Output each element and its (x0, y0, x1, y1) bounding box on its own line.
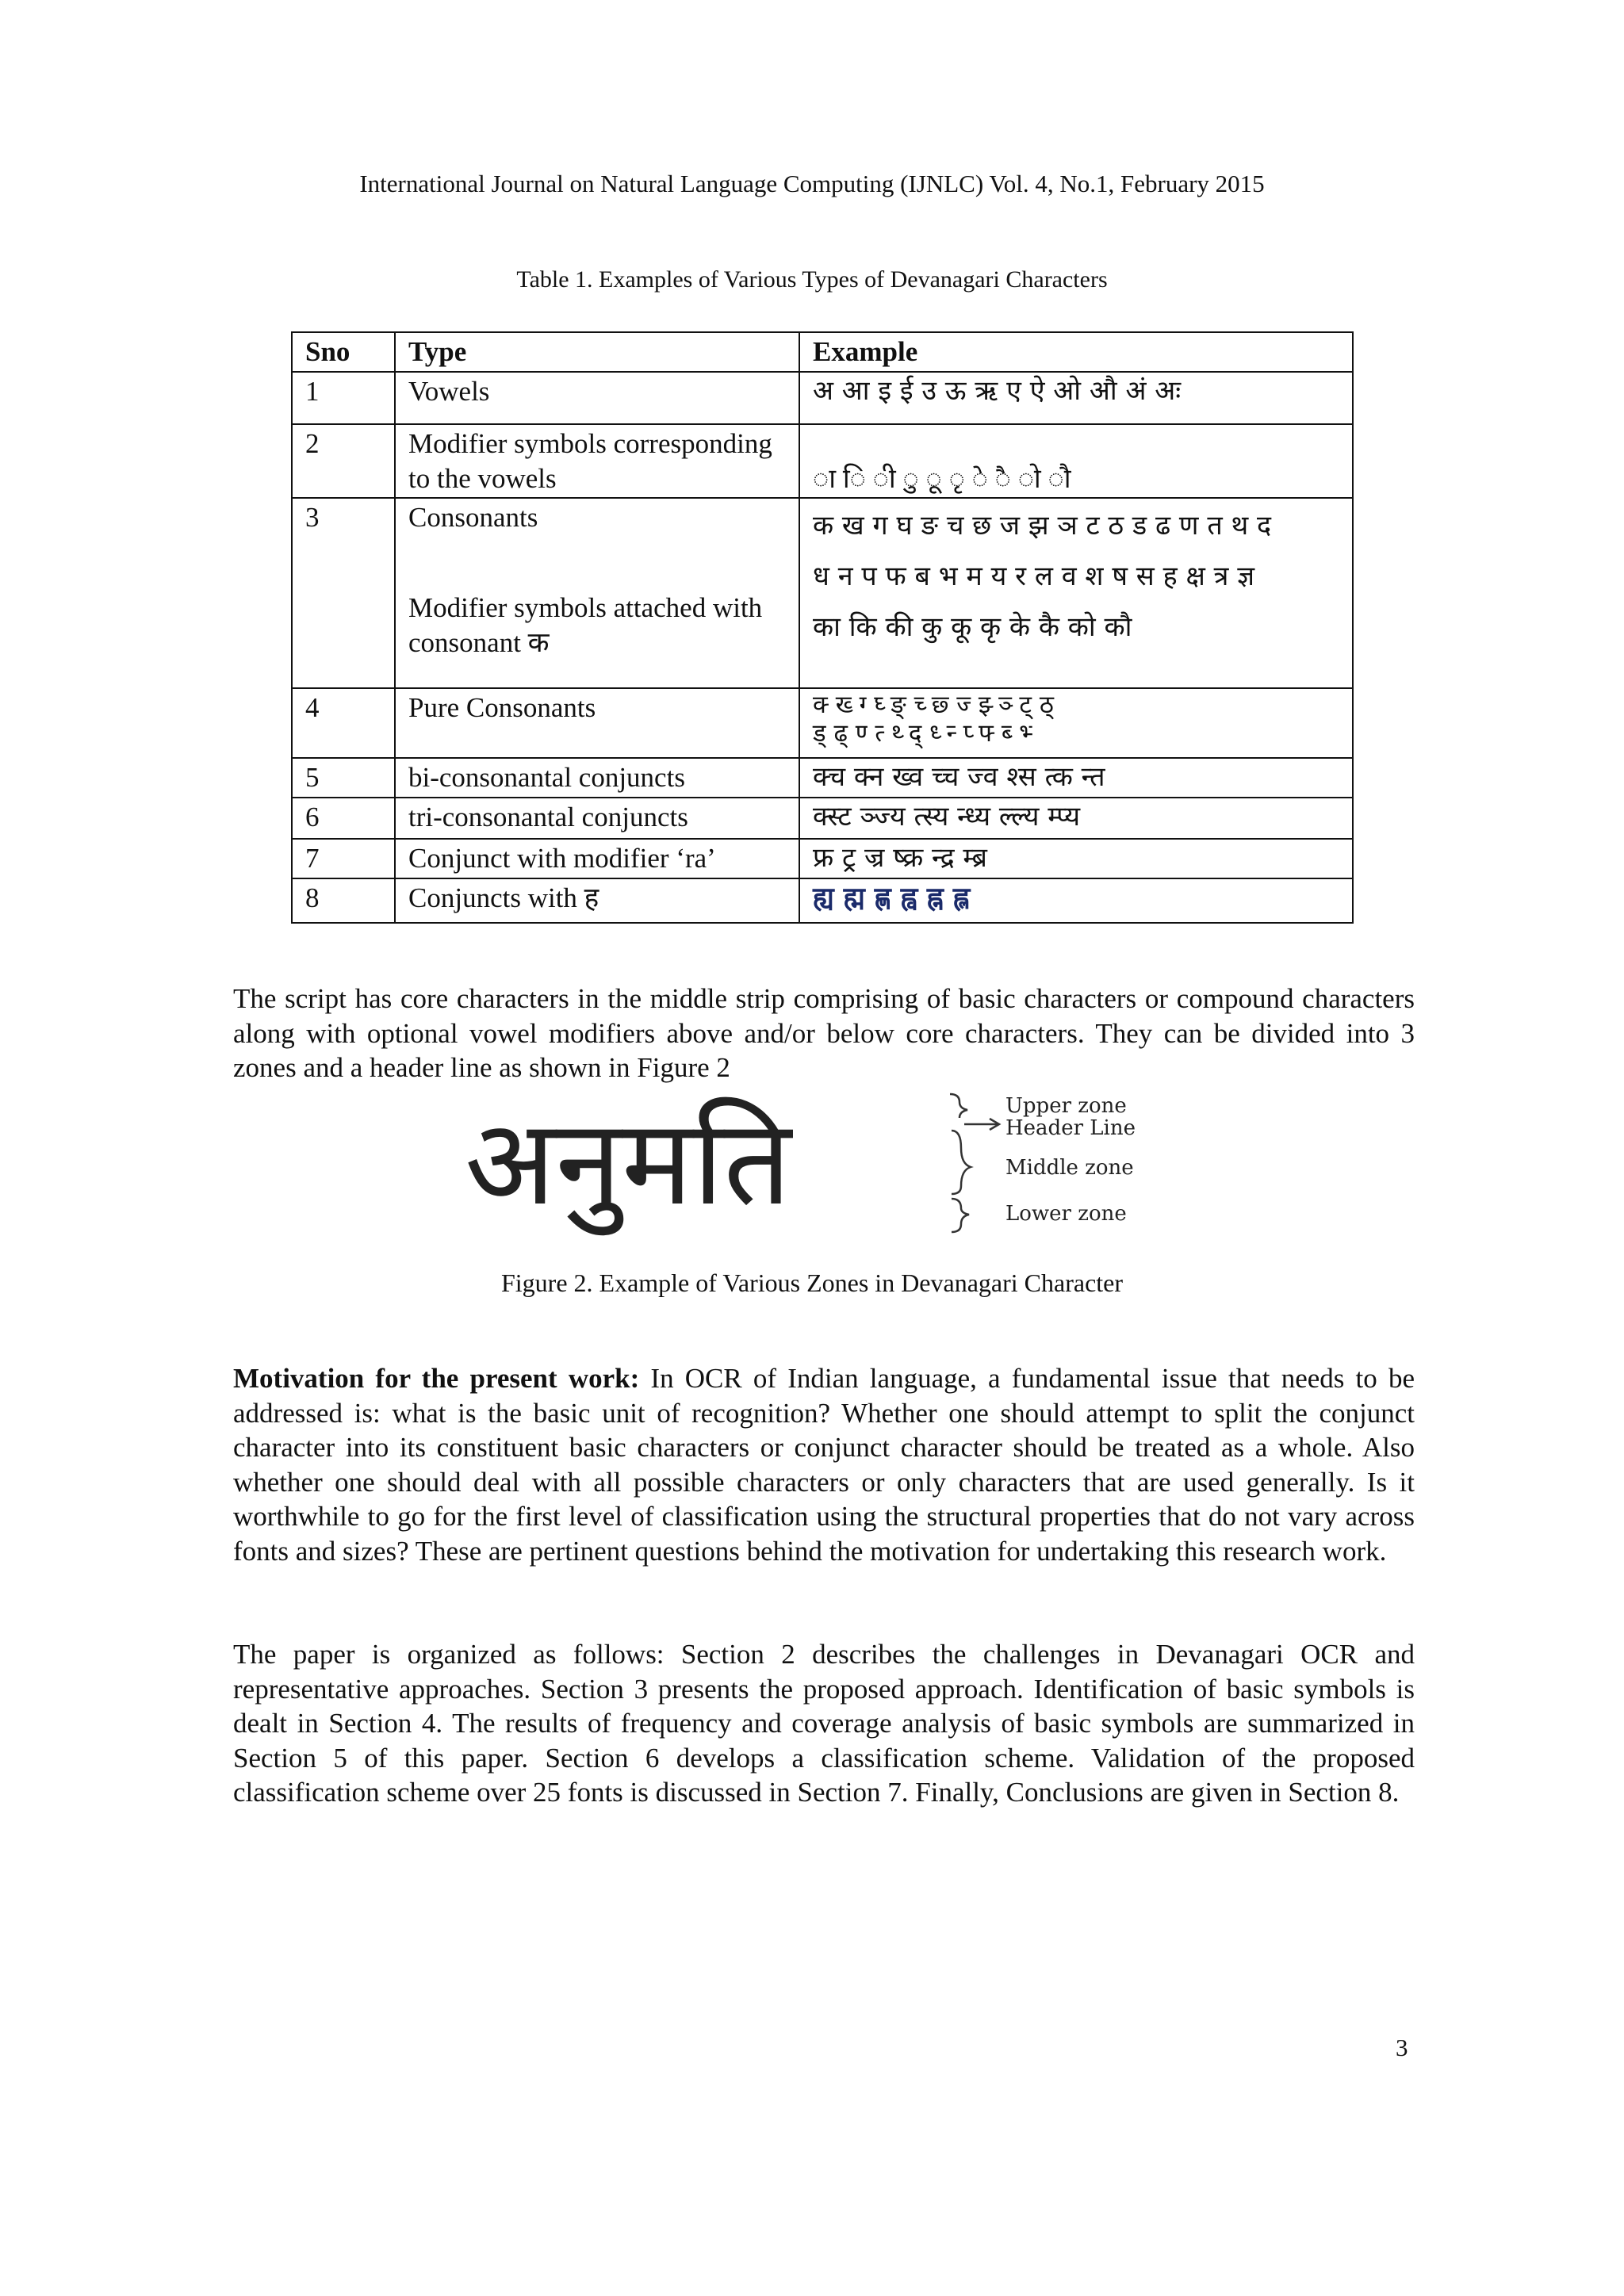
pure-consonants-line-2: ड्‍ ढ्‍ ण्‍ त्‍ थ्‍ द्‍ ध्‍ न्‍ प्‍ फ्‍ ब्‍ भ्‍ (813, 719, 1030, 748)
devanagari-character-table (291, 331, 1354, 924)
row-example: अ आ इ ई उ ऊ ऋ ए ऐ ओ औ अं अः (799, 372, 1353, 424)
row-example (799, 498, 1353, 688)
row-type: tri-consonantal conjuncts (395, 798, 799, 839)
row-example: ह्य ह्म ह्ण ह्व ह्न ह्ल (799, 878, 1353, 923)
row-example: क्च क्न ख्व च्च ज्व श्स त्क न्त (799, 758, 1353, 798)
row-sno: 7 (292, 839, 395, 878)
table-row (292, 424, 1353, 499)
row-type: bi-consonantal conjuncts (395, 758, 799, 798)
row-type-extra: Modifier symbols attached with consonant क (408, 592, 763, 658)
column-header-example: Example (799, 332, 1353, 372)
table-row (292, 839, 1353, 878)
row-sno: 2 (292, 424, 395, 499)
row-type: Vowels (395, 372, 799, 424)
devanagari-word-anumati: अनुमति (465, 1094, 791, 1232)
consonant-modifiers-line: का कि की कु कू कृ के कै को कौ (813, 611, 1132, 644)
motivation-heading: Motivation for the present work: (233, 1363, 640, 1394)
running-header: International Journal on Natural Language Computing (IJNLC) Vol. 4, No.1, February 2015 (359, 170, 1265, 197)
figure-devanagari-zones (465, 1093, 1178, 1234)
row-example: ा ि ी ु ू ृ े ै ो ौ (799, 424, 1353, 499)
figure-caption: Figure 2. Example of Various Zones in Devanagari Character (500, 1269, 1124, 1297)
table-row (292, 498, 1353, 688)
table-caption: Table 1. Examples of Various Types of Devanagari Characters (516, 266, 1108, 293)
row-example (799, 688, 1353, 758)
row-sno: 4 (292, 688, 395, 758)
paragraph-motivation (233, 1361, 1415, 1569)
row-sno: 5 (292, 758, 395, 798)
row-type: Conjuncts with ह (395, 878, 799, 923)
motivation-body: In OCR of Indian language, a fundamental issue that needs to be addressed is: what is the basic unit of recognition? Whether one should attempt to split the conjunct character into its constituent basic characters or conjunct character should be treated as a whole. Also whether one should deal with all possible characters or only characters that are used generally. Is it worthwhile to go for the first level of classification using the structural properties that do not vary across fonts and sizes? These are pertinent questions behind the motivation for undertaking this research work. (233, 1363, 1415, 1567)
row-type-gap (408, 535, 786, 591)
row-example: क्स्ट ञ्ज्य त्स्य न्ध्य ल्ल्य म्प्य (799, 798, 1353, 839)
row-type: Conjunct with modifier ‘ra’ (395, 839, 799, 878)
column-header-type: Type (395, 332, 799, 372)
consonants-line-1: क ख ग घ ङ च छ ज झ ञ ट ठ ड ढ ण त थ द (813, 510, 1272, 542)
row-type (395, 498, 799, 688)
row-type: Pure Consonants (395, 688, 799, 758)
table-row (292, 878, 1353, 923)
zone-label-header-line: Header Line (1005, 1116, 1136, 1140)
zone-label-lower: Lower zone (1005, 1202, 1127, 1226)
zone-braces-icon (940, 1093, 1004, 1234)
consonants-line-2: ध न प फ ब भ म य र ल व श ष स ह क्ष त्र ज्ञ (813, 561, 1255, 593)
row-sno: 3 (292, 498, 395, 688)
row-sno: 1 (292, 372, 395, 424)
row-sno: 6 (292, 798, 395, 839)
paragraph-zones-intro: The script has core characters in the middle strip comprising of basic characters or compound characters along with optional vowel modifiers above and/or below core characters. They can be divided into 3 zones and a header line as shown in Figure 2 (233, 983, 1415, 1084)
table-row (292, 758, 1353, 798)
column-header-sno: Sno (292, 332, 395, 372)
row-type-main: Consonants (408, 502, 538, 534)
table-header-row (292, 332, 1353, 372)
table-row (292, 372, 1353, 424)
row-sno: 8 (292, 878, 395, 923)
zone-label-upper: Upper zone (1005, 1094, 1127, 1118)
paragraph-organization: The paper is organized as follows: Section 2 describes the challenges in Devanagari OCR and representative approaches. Section 3 presents the proposed approach. Identification of basic symbols is dealt in Section 4. The results of frequency and coverage analysis of basic symbols are summarized in Section 5 of this paper. Section 6 develops a classification scheme. Validation of the proposed classification scheme over 25 fonts is discussed in Section 7. Finally, Conclusions are given in Section 8. (233, 1639, 1415, 1808)
row-example: फ्र ट्र ज्र ष्क्र न्द्र म्ब्र (799, 839, 1353, 878)
table-row (292, 798, 1353, 839)
pure-consonants-line-1: क्‍ ख्‍ ग्‍ घ्‍ ङ्‍ च्‍ छ्‍ ज्‍ झ्‍ ञ्‍ ट्‍ ठ्‍ (813, 691, 1054, 720)
row-type: Modifier symbols corresponding to the vowels (395, 424, 799, 499)
table-row (292, 688, 1353, 758)
page-number: 3 (1396, 2034, 1408, 2061)
zone-label-middle: Middle zone (1005, 1156, 1134, 1180)
